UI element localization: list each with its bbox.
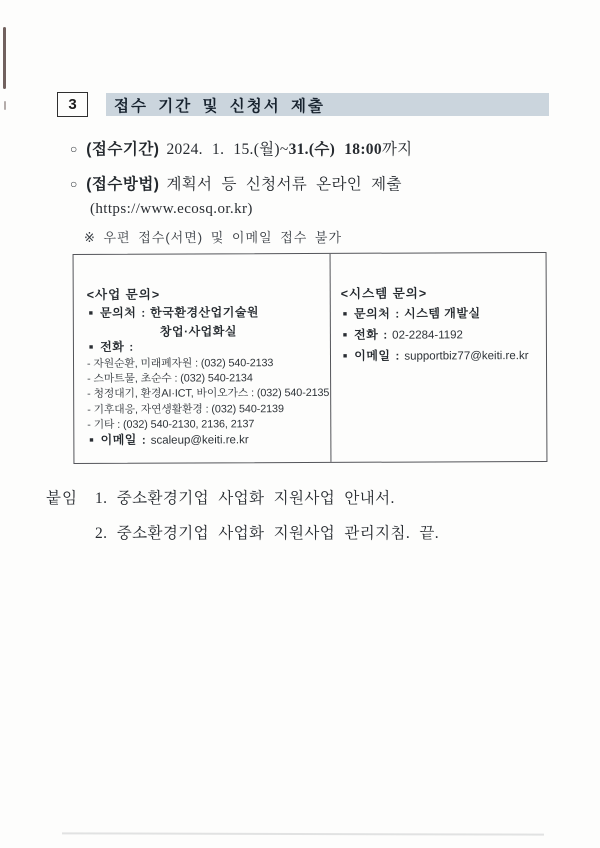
- business-inquiry-title: <사업 문의>: [86, 287, 161, 302]
- system-phone-row: [341, 325, 541, 347]
- business-email-label: 이메일: [100, 432, 137, 447]
- business-phone-row: [87, 338, 333, 357]
- separator: :: [141, 307, 146, 320]
- separator: :: [129, 341, 134, 354]
- phone-line: - 스마트물, 초순수 : (032) 540-2134: [87, 372, 253, 386]
- circle-bullet-icon: ○: [70, 177, 78, 191]
- business-contact-label: 문의처: [100, 305, 137, 320]
- circle-bullet-icon: ○: [70, 142, 78, 156]
- phone-line: - 기후대응, 자연생활환경 : (032) 540-2139: [87, 402, 284, 416]
- submission-url: (https://www.ecosq.or.kr): [90, 201, 253, 217]
- business-contact-value: 한국환경산업기술원: [150, 305, 260, 320]
- separator: :: [395, 350, 400, 363]
- square-bullet-icon: ■: [88, 343, 94, 351]
- attachment-item: 1. 중소환경기업 사업화 지원사업 안내서.: [95, 490, 395, 507]
- business-email-value: scaleup@keiti.re.kr: [150, 434, 249, 447]
- system-phone-label: 전화: [354, 327, 379, 342]
- section-title-bar: [106, 93, 549, 116]
- period-text-deadline: 31.(수) 18:00: [288, 141, 382, 158]
- scan-artifact-streak: [3, 27, 6, 89]
- business-phone-label: 전화: [100, 339, 125, 354]
- page-title: 접수 기간 및 신청서 제출: [114, 97, 325, 115]
- square-bullet-icon: ■: [88, 309, 94, 317]
- business-inquiry-column: [87, 284, 334, 451]
- method-label: (접수방법): [86, 176, 160, 193]
- business-email-row: [87, 432, 333, 451]
- attachments-label: 붙임: [46, 490, 78, 507]
- attachment-item: 2. 중소환경기업 사업화 지원사업 관리지침. 끝.: [95, 525, 440, 542]
- square-bullet-icon: ■: [342, 331, 348, 339]
- square-bullet-icon: ■: [89, 436, 94, 444]
- system-phone-value: 02-2284-1192: [392, 329, 463, 342]
- method-text: 계획서 등 신청서류 온라인 제출: [166, 176, 402, 193]
- system-email-label: 이메일: [354, 348, 391, 363]
- period-text: [166, 137, 412, 159]
- separator: :: [141, 434, 146, 447]
- system-contact-row: [341, 304, 541, 326]
- system-contact-label: 문의처: [354, 306, 391, 321]
- scan-artifact-speck: [4, 101, 6, 110]
- separator: :: [395, 308, 400, 321]
- system-contact-value: 시스템 개발실: [404, 306, 481, 321]
- note-no-mail: ※ 우편 접수(서면) 및 이메일 접수 불가: [84, 230, 343, 245]
- section-number: 3: [68, 96, 77, 113]
- system-inquiry-title: <시스템 문의>: [340, 286, 428, 301]
- section-number-box: [57, 92, 88, 117]
- phone-line: - 청정대기, 환경AI·ICT, 바이오가스 : (032) 540-2135: [87, 387, 330, 401]
- period-label: (접수기간): [86, 141, 160, 158]
- period-text-post: 까지: [381, 141, 413, 158]
- phone-line: - 기타 : (032) 540-2130, 2136, 2137: [87, 418, 255, 431]
- business-contact-row: [87, 305, 333, 324]
- system-inquiry-column: [341, 283, 541, 368]
- scan-artifact-bottom-line: [62, 832, 544, 835]
- separator: :: [383, 329, 388, 342]
- square-bullet-icon: ■: [342, 310, 348, 318]
- bullet-method: [70, 172, 402, 194]
- inquiry-box: [73, 252, 548, 464]
- system-email-row: [341, 346, 541, 368]
- phone-line: - 자원순환, 미래폐자원 : (032) 540-2133: [86, 357, 274, 370]
- business-contact-value-cont: 창업·사업화실: [159, 323, 237, 339]
- system-email-value: supportbiz77@keiti.re.kr: [404, 350, 529, 363]
- period-text-pre: 2024. 1. 15.(월)~: [166, 141, 289, 158]
- bullet-period: [70, 137, 412, 159]
- square-bullet-icon: ■: [342, 352, 348, 360]
